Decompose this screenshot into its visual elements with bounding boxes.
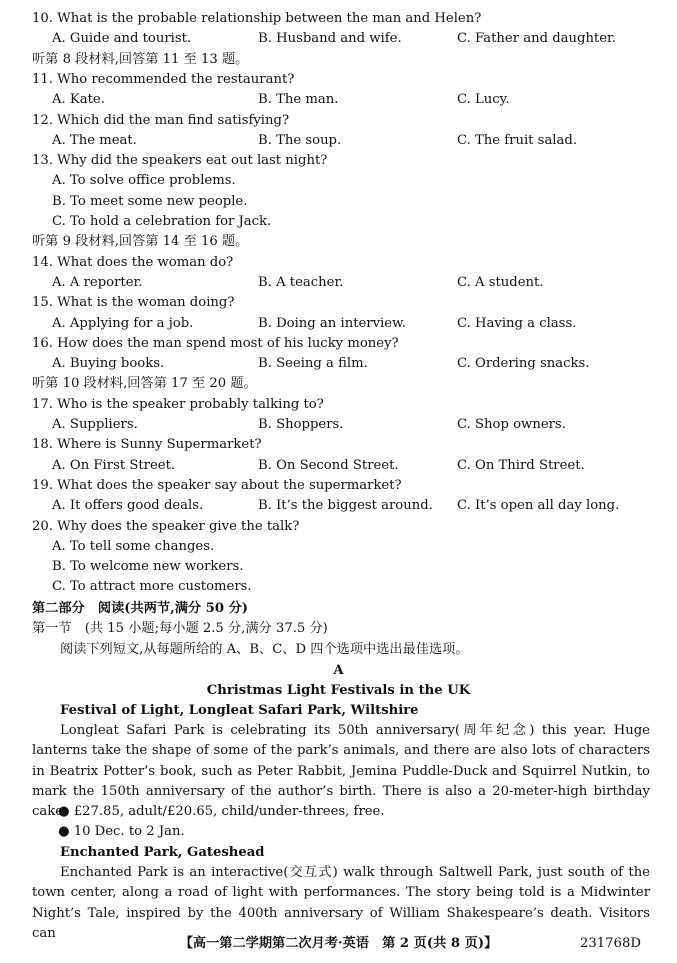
bullet-prices: ● £27.85, adult/£20.65, child/under-threes, free. [58, 804, 385, 819]
answer-option: A. Buying books. [52, 356, 165, 371]
answer-option: B. Doing an interview. [258, 316, 406, 331]
question: 20. Why does the speaker give the talk? [32, 519, 300, 534]
answer-option: C. Having a class. [457, 316, 577, 331]
answer-option: B. The soup. [258, 133, 342, 148]
passage-title: Christmas Light Festivals in the UK [206, 683, 471, 698]
question: 19. What does the speaker say about the supermarket? [32, 478, 402, 493]
paragraph-longleat: Longleat Safari Park is celebrating its 50th anniversary(周年纪念) this year. Huge lanterns take the shape of some of the park’s animals, and there are also lots of characters in Beatrix Potter’s book, such as Peter Rabbit, Jemina Puddle-Duck and Squirrel Nutkin, to mark the 150th anniversary of the author’s birth. There is also a 20-meter-high birthday cake. [32, 723, 650, 820]
answer-option: C. Lucy. [457, 92, 510, 107]
section-instruction: 听第 8 段材料,回答第 11 至 13 题。 [32, 52, 249, 67]
answer-option: A. A reporter. [52, 275, 143, 290]
answer-option: C. Father and daughter. [457, 31, 617, 46]
part2-title: 第二部分 阅读(共两节,满分 50 分) [32, 601, 249, 616]
answer-option: A. Guide and tourist. [52, 31, 192, 46]
answer-option: C. A student. [457, 275, 544, 290]
options-row [0, 273, 677, 293]
answer-option: A. On First Street. [52, 458, 176, 473]
question: 15. What is the woman doing? [32, 295, 235, 310]
answer-option: C. It’s open all day long. [457, 498, 620, 513]
answer-option: A. Applying for a job. [52, 316, 194, 331]
answer-option: B. To meet some new people. [52, 194, 248, 209]
passage-letter: A [333, 663, 344, 678]
question: 12. Which did the man find satisfying? [32, 113, 290, 128]
answer-option: C. To hold a celebration for Jack. [52, 214, 272, 229]
section-instruction: 听第 9 段材料,回答第 14 至 16 题。 [32, 234, 249, 249]
footer-exam-info: 【高一第二学期第二次月考·英语 第 2 页(共 8 页)】 [179, 936, 498, 951]
answer-option: A. Kate. [52, 92, 105, 107]
answer-option: B. On Second Street. [258, 458, 399, 473]
options-row [0, 415, 677, 435]
section1-heading: 第一节 (共 15 小题;每小题 2.5 分,满分 37.5 分) [32, 621, 328, 636]
answer-option: A. Suppliers. [52, 417, 138, 432]
section-instruction: 听第 10 段材料,回答第 17 至 20 题。 [32, 376, 257, 391]
options-row [0, 456, 677, 476]
question: 17. Who is the speaker probably talking to? [32, 397, 324, 412]
question: 10. What is the probable relationship between the man and Helen? [32, 11, 482, 26]
options-row [0, 90, 677, 110]
question: 11. Who recommended the restaurant? [32, 72, 295, 87]
answer-option: B. Seeing a film. [258, 356, 368, 371]
answer-option: B. It’s the biggest around. [258, 498, 433, 513]
answer-option: B. To welcome new workers. [52, 559, 244, 574]
subheading-enchanted-park: Enchanted Park, Gateshead [60, 845, 265, 860]
answer-option: A. To solve office problems. [52, 173, 236, 188]
question: 14. What does the woman do? [32, 255, 234, 270]
answer-option: B. A teacher. [258, 275, 344, 290]
bullet-dates: ● 10 Dec. to 2 Jan. [58, 824, 185, 839]
question: 13. Why did the speakers eat out last night? [32, 153, 328, 168]
options-row [0, 29, 677, 49]
paragraph-enchanted-park: Enchanted Park is an interactive(交互式) walk through Saltwell Park, just south of the town center, along a road of light with performances. The story being told is a Midwinter Night’s Tale, inspired by the 400th anniversary of William Shakespeare’s death. Visitors can [32, 865, 650, 941]
answer-option: B. Husband and wife. [258, 31, 402, 46]
footer-code: 231768D [580, 936, 641, 951]
options-row [0, 131, 677, 151]
answer-option: C. To attract more customers. [52, 579, 252, 594]
answer-option: B. Shoppers. [258, 417, 344, 432]
question: 18. Where is Sunny Supermarket? [32, 437, 262, 452]
options-row [0, 314, 677, 334]
answer-option: C. On Third Street. [457, 458, 585, 473]
answer-option: A. The meat. [52, 133, 137, 148]
reading-instruction: 阅读下列短文,从每题所给的 A、B、C、D 四个选项中选出最佳选项。 [60, 642, 469, 657]
answer-option: B. The man. [258, 92, 339, 107]
answer-option: C. The fruit salad. [457, 133, 578, 148]
options-row [0, 354, 677, 374]
answer-option: C. Shop owners. [457, 417, 566, 432]
answer-option: A. To tell some changes. [52, 539, 215, 554]
options-row [0, 496, 677, 516]
question: 16. How does the man spend most of his lucky money? [32, 336, 399, 351]
answer-option: A. It offers good deals. [52, 498, 204, 513]
answer-option: C. Ordering snacks. [457, 356, 590, 371]
subheading-festival-of-light: Festival of Light, Longleat Safari Park, Wiltshire [60, 703, 419, 718]
